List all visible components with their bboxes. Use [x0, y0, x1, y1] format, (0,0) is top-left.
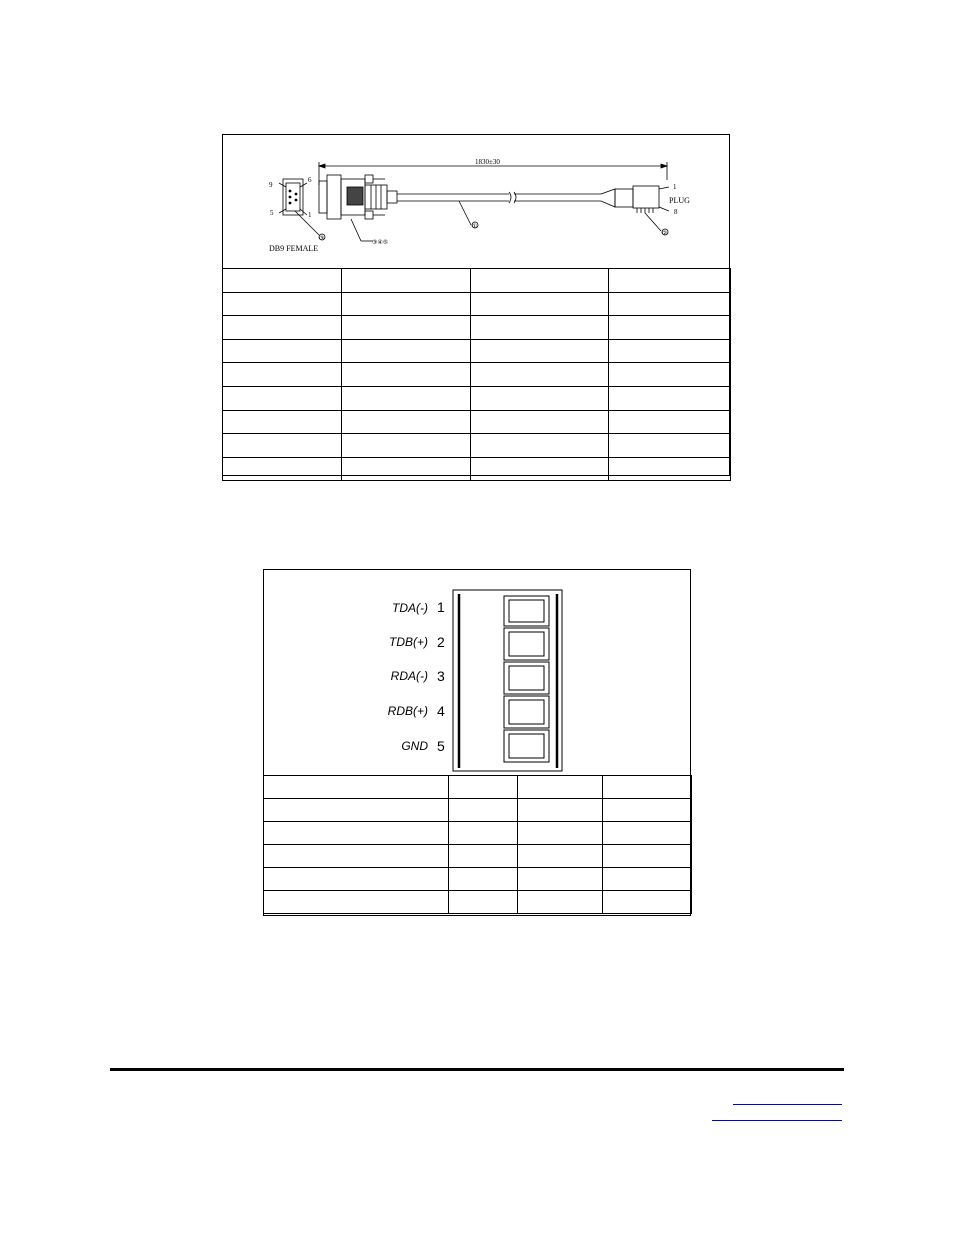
- table-cell: [223, 269, 342, 293]
- table-cell: [603, 822, 692, 845]
- table-cell: [603, 845, 692, 868]
- cable-figure: [222, 134, 730, 476]
- terminal-block-diagram: [264, 570, 690, 775]
- table-cell: [223, 457, 342, 481]
- table-cell: [471, 386, 609, 410]
- table-cell: [609, 339, 731, 363]
- table-row: [264, 845, 692, 868]
- pin-1-number: 1: [437, 599, 445, 615]
- table-cell: [609, 363, 731, 387]
- table-row: [223, 457, 731, 481]
- table-cell: [264, 776, 449, 799]
- db9-pin-5: 5: [270, 209, 274, 217]
- table-row: [223, 410, 731, 434]
- footer-link-2[interactable]: [712, 1120, 842, 1121]
- table-row: [264, 891, 692, 914]
- table-row: [223, 363, 731, 387]
- table-cell: [223, 363, 342, 387]
- footer-link-1[interactable]: [733, 1104, 842, 1105]
- table-row: [223, 269, 731, 293]
- table-cell: [449, 799, 518, 822]
- table-cell: [342, 434, 471, 458]
- table-cell: [449, 845, 518, 868]
- table-cell: [609, 457, 731, 481]
- table-cell: [449, 776, 518, 799]
- table-cell: [342, 316, 471, 340]
- table-cell: [603, 776, 692, 799]
- pin-1-signal: TDA(-): [392, 601, 428, 615]
- table-cell: [449, 822, 518, 845]
- table-cell: [471, 410, 609, 434]
- table-cell: [518, 845, 603, 868]
- table-cell: [471, 363, 609, 387]
- terminal-table: [263, 775, 692, 914]
- table-cell: [471, 269, 609, 293]
- callout-1: ①: [472, 224, 478, 230]
- cable-table: [222, 268, 731, 481]
- table-cell: [264, 868, 449, 891]
- table-cell: [518, 799, 603, 822]
- pin-5-number: 5: [437, 738, 445, 754]
- table-row: [223, 292, 731, 316]
- table-cell: [603, 891, 692, 914]
- table-cell: [223, 339, 342, 363]
- table-row: [223, 386, 731, 410]
- table-cell: [471, 316, 609, 340]
- table-cell: [609, 316, 731, 340]
- cable-drawing: [223, 135, 729, 269]
- table-cell: [518, 868, 603, 891]
- plug-pin-8: 8: [674, 208, 678, 216]
- table-row: [264, 822, 692, 845]
- db9-pin-1: 1: [308, 211, 312, 219]
- table-cell: [609, 434, 731, 458]
- table-cell: [449, 868, 518, 891]
- pin-2-signal: TDB(+): [389, 635, 428, 649]
- table-cell: [342, 363, 471, 387]
- table-cell: [609, 292, 731, 316]
- table-row: [264, 799, 692, 822]
- table-cell: [342, 386, 471, 410]
- table-cell: [264, 845, 449, 868]
- table-row: [223, 339, 731, 363]
- table-cell: [609, 269, 731, 293]
- table-cell: [264, 799, 449, 822]
- table-cell: [471, 457, 609, 481]
- table-cell: [342, 457, 471, 481]
- table-cell: [609, 410, 731, 434]
- callout-345: ③④⑤: [372, 240, 389, 246]
- table-cell: [518, 822, 603, 845]
- table-cell: [518, 891, 603, 914]
- table-cell: [471, 292, 609, 316]
- table-row: [223, 316, 731, 340]
- dimension-label: 1830±30: [475, 158, 500, 166]
- db9-female-label: DB9 FEMALE: [269, 244, 319, 253]
- table-cell: [342, 269, 471, 293]
- callout-2: ②: [662, 231, 668, 237]
- table-row: [264, 868, 692, 891]
- pin-3-number: 3: [437, 668, 445, 684]
- pin-4-number: 4: [437, 703, 445, 719]
- plug-label: PLUG: [669, 196, 690, 205]
- terminal-block-figure: [263, 569, 691, 916]
- table-cell: [223, 434, 342, 458]
- table-row: [223, 434, 731, 458]
- table-cell: [449, 891, 518, 914]
- table-cell: [264, 822, 449, 845]
- table-cell: [471, 339, 609, 363]
- db9-pin-9: 9: [269, 181, 273, 189]
- table-cell: [342, 292, 471, 316]
- pin-4-signal: RDB(+): [387, 704, 428, 718]
- plug-pin-1: 1: [673, 183, 677, 191]
- table-cell: [603, 799, 692, 822]
- db9-pin-6: 6: [308, 176, 312, 184]
- table-cell: [471, 434, 609, 458]
- table-cell: [603, 868, 692, 891]
- pin-2-number: 2: [437, 634, 445, 650]
- table-cell: [342, 410, 471, 434]
- table-row: [264, 776, 692, 799]
- table-cell: [264, 891, 449, 914]
- table-cell: [223, 410, 342, 434]
- pin-3-signal: RDA(-): [390, 669, 428, 683]
- table-cell: [223, 316, 342, 340]
- table-cell: [342, 339, 471, 363]
- callout-3: ③: [319, 236, 325, 242]
- pin-5-signal: GND: [401, 739, 428, 753]
- table-cell: [223, 386, 342, 410]
- table-cell: [609, 386, 731, 410]
- table-cell: [518, 776, 603, 799]
- table-cell: [223, 292, 342, 316]
- footer-rule: [110, 1068, 844, 1071]
